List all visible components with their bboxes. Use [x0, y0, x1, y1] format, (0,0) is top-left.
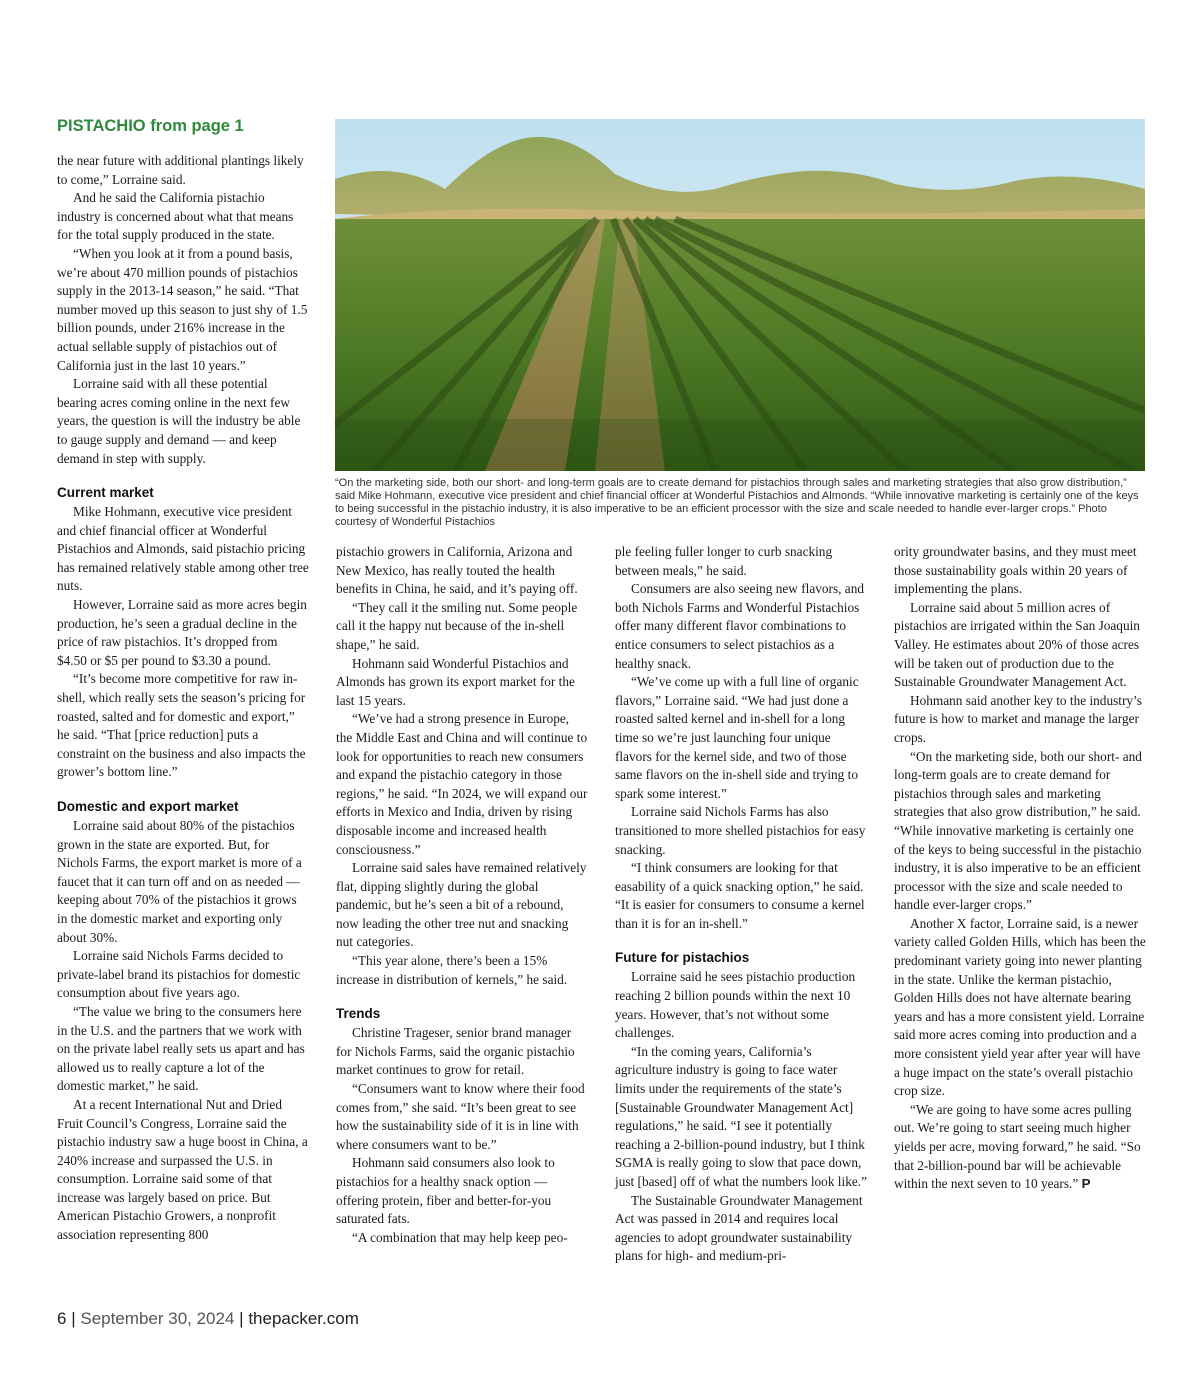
paragraph: “We’ve come up with a full line of organic flavors,” Lorraine said. “We had just done a roasted salted kernel and in-shell for a long time so we’re just launching four unique flavors for the kernel side, and two of those same flavors on the in-shell side and trying to spark some interest.” — [615, 674, 859, 801]
article-column-4 — [894, 543, 1146, 1194]
footer-separator: | — [239, 1309, 244, 1328]
end-mark: P — [1081, 1176, 1091, 1192]
paragraph: “Consumers want to know where their food comes from,” she said. “It’s been great to see how the sustainability side of it is in line with where consumers want to be.” — [336, 1081, 585, 1152]
paragraph: “This year alone, there’s been a 15% increase in distribution of kernels,” he said. — [336, 953, 568, 987]
paragraph: The Sustainable Groundwater Management Act was passed in 2014 and requires local agencies to adopt groundwater sustainability plans for high- and medium-pri- — [615, 1192, 863, 1264]
orchard-illustration — [335, 119, 1145, 471]
paragraph: And he said the California pistachio industry is concerned about what that means for the total supply produced in the state. — [57, 190, 294, 243]
paragraph: “In the coming years, California’s agriculture industry is going to face water limits under the requirements of the state’s [Sustainable Groundwater Management Act] regulations,” he said. “I see it potentially reaching a 2-billion-pound industry, but I think SGMA is really going to slow that pace down, just [based] off of what the numbers look like.” — [615, 1043, 867, 1189]
subhead-domestic-export: Domestic and export market — [57, 799, 239, 814]
paragraph: Hohmann said consumers also look to pistachios for a healthy snack option — offering protein, fiber and better-for-you saturated fats. — [336, 1155, 555, 1227]
paragraph: At a recent International Nut and Dried Fruit Council’s Congress, Lorraine said the pistachio industry saw a huge boost in China, a 240% increase and surpassed the U.S. in consumption. Lorraine said some of that increase was largely based on price. But American Pistachio Growers, a nonprofit association representing 800 — [57, 1096, 308, 1243]
page-footer — [57, 1309, 359, 1329]
paragraph: “A combination that may help keep peo- — [352, 1229, 568, 1245]
paragraph: “I think consumers are looking for that easability of a quick snacking option,” he said. “It is easier for consumers to consume a kernel than it is for an in-shell.” — [615, 860, 865, 931]
paragraph: Mike Hohmann, executive vice president and chief financial officer at Wonderful Pistachios and Almonds, said pistachio pricing has remained relatively stable among other tree nuts. — [57, 504, 309, 594]
orchard-photo — [335, 119, 1145, 471]
paragraph: “It’s become more competitive for raw in-shell, which really sets the season’s pricing for roasted, salted and for domestic and export,” he said. “That [price reduction] puts a constraint on the business and also impacts the grower’s bottom line.” — [57, 671, 306, 780]
paragraph — [894, 1101, 1146, 1194]
paragraph: Lorraine said with all these potential bearing acres coming online in the next few years, the question is will the industry be able to gauge supply and demand — and keep demand in step with supply. — [57, 376, 301, 466]
paragraph: “They call it the smiling nut. Some people call it the happy nut because of the in-shell shape,” he said. — [336, 599, 578, 652]
paragraph: Hohmann said another key to the industry’s future is how to market and manage the larger crops. — [894, 692, 1142, 745]
page-number: 6 — [57, 1309, 67, 1328]
subhead-trends: Trends — [336, 1006, 381, 1022]
paragraph: Another X factor, Lorraine said, is a newer variety called Golden Hills, which has been the predominant variety going into newer planting in the state. Unlike the kerman pistachio, Golden Hills does not have alternate bearing years and has a more consistent yield. Lorraine said more acres coming into production and a more consistent yield year after year will have a huge impact on the state’s overall pistachio crop size. — [894, 915, 1146, 1099]
paragraph: Lorraine said about 5 million acres of pistachios are irrigated within the San Joaquin Valley. He estimates about 20% of those acres will be taken out of production due to the Sustainable Groundwater Management Act. — [894, 599, 1140, 690]
article-column-1 — [57, 152, 309, 1245]
paragraph: However, Lorraine said as more acres begin production, he’s seen a gradual decline in the price of raw pistachios. It’s dropped from $4.50 or $5 per pound to $3.30 a pound. — [57, 597, 307, 668]
paragraph: Lorraine said about 80% of the pistachios grown in the state are exported. But, for Nichols Farms, the export market is more of a faucet that it can turn off and on as needed — keeping about 70% of the pistachios it grows in the domestic market and exporting only about 30%. — [57, 818, 302, 945]
paragraph: Hohmann said Wonderful Pistachios and Almonds has grown its export market for the last 15 years. — [336, 655, 575, 708]
article-column-3 — [615, 543, 867, 1266]
paragraph: the near future with additional plantings likely to come,” Lorraine said. — [57, 153, 304, 187]
article-column-2 — [336, 543, 588, 1247]
paragraph: “On the marketing side, both our short- and long-term goals are to create demand for pistachios through sales and marketing strategies that also grow distribution,” he said. “While innovative marketing is certainly one of the keys to being successful in the pistachio industry, it is also imperative to be an efficient processor with the size and scale needed to handle ever-larger crops.” — [894, 748, 1142, 913]
paragraph: “The value we bring to the consumers here in the U.S. and the partners that we work with on the private label really sets us apart and has allowed us to really capture a lot of the domestic market,” he said. — [57, 1003, 305, 1094]
paragraph: Lorraine said he sees pistachio production reaching 2 billion pounds within the next 10 years. However, that’s not without some challenges. — [615, 969, 856, 1041]
paragraph-text: “We are going to have some acres pulling out. We’re going to start seeing much higher yields per acre, moving forward,” he said. “So that 2-billion-pound bar will be achievable within the next seven to 10 years.” — [894, 1101, 1141, 1192]
site-link[interactable]: thepacker.com — [248, 1309, 359, 1328]
paragraph: pistachio growers in California, Arizona and New Mexico, has really touted the health benefits in China, he said, and it’s paying off. — [336, 544, 578, 597]
paragraph: “When you look at it from a pound basis, we’re about 470 million pounds of pistachios supply in the 2013-14 season,” he said. “That number moved up this season to just shy of 1.5 billion pounds, under 216% increase in the actual sellable supply of pistachios out of California just in the last 10 years.” — [57, 245, 308, 373]
subhead-current-market: Current market — [57, 485, 154, 501]
paragraph: Consumers are also seeing new flavors, and both Nichols Farms and Wonderful Pistachios offer many different flavor combinations to entice consumers to select pistachios as a healthy snack. — [615, 581, 865, 671]
photo-caption: “On the marketing side, both our short- and long-term goals are to create demand for pistachios through sales and marketing strategies that also grow distribution,” said Mike Hohmann, executive vice president and chief financial officer at Wonderful Pistachios and Almonds. “While innovative marketing is certainly one of the keys to being successful in the pistachio industry, it is also imperative to be an efficient processor with the size and scale needed to handle ever-larger crops.” Photo courtesy of Wonderful Pistachios — [335, 477, 1139, 528]
paragraph: ority groundwater basins, and they must meet those sustainability goals within 20 years of implementing the plans. — [894, 544, 1137, 597]
paragraph: Lorraine said sales have remained relatively flat, dipping slightly during the global pandemic, but he’s seen a bit of a rebound, now leading the other tree nut and snacking nut categories. — [336, 860, 587, 950]
paragraph: Lorraine said Nichols Farms has also transitioned to more shelled pistachios for easy snacking. — [615, 804, 866, 857]
jump-headline: PISTACHIO from page 1 — [57, 117, 244, 135]
footer-separator: | — [71, 1309, 76, 1328]
paragraph: “We’ve had a strong presence in Europe, the Middle East and China and will continue to look for opportunities to reach new consumers and expand the pistachio category in those regions,” he said. “In 2024, we will expand our efforts in Mexico and India, driven by rising disposable income and increased health consciousness.” — [336, 711, 588, 857]
paragraph: Lorraine said Nichols Farms decided to private-label brand its pistachios for domestic consumption about five years ago. — [57, 948, 301, 1001]
paragraph: ple feeling fuller longer to curb snacking between meals,” he said. — [615, 544, 833, 578]
subhead-future: Future for pistachios — [615, 950, 750, 966]
paragraph: Christine Trageser, senior brand manager for Nichols Farms, said the organic pistachio market continues to grow for retail. — [336, 1025, 575, 1078]
issue-date: September 30, 2024 — [80, 1309, 235, 1328]
